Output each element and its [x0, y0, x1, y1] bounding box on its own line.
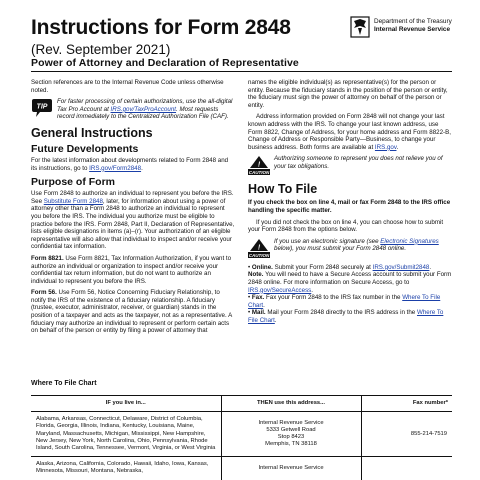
caution-icon [248, 155, 270, 175]
header-divider [31, 71, 452, 72]
caution-icon-label: CAUTION [248, 170, 270, 176]
address-info-text: Address information provided on Form 2848 will not change your last known address with the IRS. To change your last known address, use Form 8822, Change of Address, for your home address and Form 8822-B, Change of Address or Responsible Party—Business, to change your business address. Both forms are available at IRS.gov. [248, 113, 451, 151]
where-to-file-title: Where To File Chart [31, 380, 97, 387]
tip-note: TIP For faster processing of certain authorizations, use the all-digital Tax Pro Account at IRS.gov/TaxProAccount. Most requests record immediately to the Centralized Authorization File (CAF). [31, 98, 235, 121]
revision-date: (Rev. September 2021) [31, 42, 171, 57]
address-cell: Internal Revenue Service 5333 Getwell Road Stop 8423 Memphis, TN 38118 [221, 412, 361, 457]
states-cell: Alaska, Arizona, California, Colorado, Hawaii, Idaho, Iowa, Kansas, Minnesota, Missouri, Montana, Nebraska, [31, 457, 221, 480]
fax-cell: 855-214-7519 [361, 412, 452, 457]
agency-name-line1: Department of the Treasury [374, 18, 452, 25]
where-to-file-link-mail[interactable]: Where To File Chart [248, 309, 444, 324]
agency-name-line2: Internal Revenue Service [374, 26, 451, 33]
where-to-file-table [31, 395, 452, 480]
tip-icon [31, 98, 53, 118]
fax-cell [361, 457, 452, 480]
form56-text: Form 56. Use Form 56, Notice Concerning Fiduciary Relationship, to notify the IRS of the existence of a fiduciary relationship. A fiduciary (trustee, executor, administrator, receiver, or guardian) stands in the position of a taxpayer and acts as the taxpayer, not as a representative. A fiduciary may authorize an individual to represent or perform certain acts on behalf of the person or entity by filing a power of attorney that [31, 289, 232, 335]
right-column [248, 79, 452, 328]
future-developments-heading: Future Developments [31, 142, 139, 155]
purpose-heading: Purpose of Form [31, 176, 116, 189]
table-row [31, 457, 452, 480]
irs-logo-block [350, 16, 452, 42]
irs-gov-link[interactable]: IRS.gov [374, 143, 397, 151]
table-row [31, 412, 452, 457]
caution-icon [248, 238, 270, 258]
column-header: Fax number* [361, 396, 452, 412]
secure-access-link[interactable]: IRS.gov/SecureAccess [248, 286, 312, 294]
column-header: THEN use this address... [221, 396, 361, 412]
submit2848-link[interactable]: IRS.gov/Submit2848 [372, 263, 430, 271]
how-to-file-text: If you did not check the box on line 4, you can choose how to submit your Form 2848 from the options below. [248, 218, 444, 234]
form8821-text: Form 8821. Use Form 8821, Tax Information Authorization, if you want to authorize an individual or organization to inspect and/or receive your confidential tax return information, but do not want to authorize an individual to represent you before the IRS. [31, 254, 232, 285]
where-to-file-link-fax[interactable]: Where To File Chart [248, 294, 441, 309]
purpose-text: Use Form 2848 to authorize an individual to represent you before the IRS. See Substitute Form 2848, later, for information about using a power of attorney other than a Form 2848 to authorize an individual to represent you before the IRS. The individual you authorize must be eligible to practice before the IRS. Form 2848, Part II, Declaration of Representative, lists eligible designations in items (a)–(r). Your authorization of an eligible representative will also allow that individual to inspect and/or receive your confidential tax information. [31, 190, 235, 251]
irs-eagle-logo [350, 16, 370, 38]
page-subtitle: Power of Attorney and Declaration of Representative [31, 57, 299, 69]
how-to-file-bold: If you check the box on line 4, mail or fax Form 2848 to the IRS office handling the specific matter. [248, 199, 451, 214]
caution-note: ! CAUTION Authorizing someone to represent you does not relieve you of your tax obligations. [248, 155, 443, 176]
tax-pro-account-link[interactable]: IRS.gov/TaxProAccount [110, 105, 177, 113]
caution-icon-label: CAUTION [248, 252, 270, 258]
page-title: Instructions for Form 2848 [31, 16, 291, 39]
left-column [31, 79, 235, 339]
caution-note-esign: ! CAUTION If you use an electronic signature (see Electronic Signatures below), you must submit your Form 2848 online. [248, 237, 439, 258]
online-option: • Online. Submit your Form 2848 securely at IRS.gov/Submit2848. Note. You will need to have a Secure Access account to submit your Form 2848 online. For more information on Secure Access, go to IRS.gov/SecureAccess. • Fax. Fax your Form 2848 to the IRS fax number in the Where To File Chart. • Mail. Mail your Form 2848 directly to the IRS address in the Where To File Chart. [248, 263, 452, 324]
future-developments-text: For the latest information about developments related to Form 2848 and its instructions, go to IRS.gov/Form2848. [31, 156, 229, 172]
substitute-form-link[interactable]: Substitute Form 2848 [43, 197, 103, 205]
states-cell: Alabama, Arkansas, Connecticut, Delaware, District of Columbia, Florida, Georgia, Illinois, Indiana, Kentucky, Louisiana, Maine, Maryland, Massachusetts, Michigan, Mississippi, New Hampshire, New Jersey, New York, North Carolina, Ohio, Pennsylvania, Rhode Island, South Carolina, Tennessee, Vermont, Virginia, or West Virginia [31, 412, 221, 457]
svg-text:!: ! [257, 161, 261, 169]
general-instructions-heading: General Instructions [31, 125, 153, 140]
how-to-file-heading: How To File [248, 182, 318, 197]
intro-text: Section references are to the Internal Revenue Code unless otherwise noted. [31, 79, 224, 94]
form2848-link[interactable]: IRS.gov/Form2848 [89, 164, 142, 172]
fiduciary-continued-text: names the eligible individual(s) as representative(s) for the person or entity. Because the fiduciary stands in the position of the person or entity, the fiduciary must sign the power of attorney on behalf of the person or entity. [248, 79, 448, 109]
column-header: IF you live in... [31, 396, 221, 412]
address-cell: Internal Revenue Service [221, 457, 361, 480]
svg-text:!: ! [257, 244, 261, 252]
electronic-signatures-link[interactable]: Electronic Signatures [380, 237, 439, 245]
tip-icon-label: TIP [36, 103, 48, 111]
